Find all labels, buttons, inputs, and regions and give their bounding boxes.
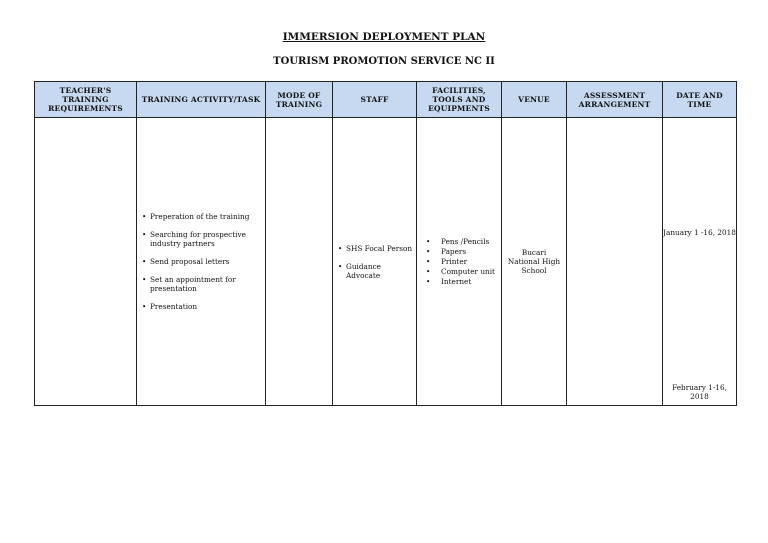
date-range-february: February 1-16, 2018 (672, 383, 727, 401)
deployment-plan-table (34, 81, 737, 406)
list-item: • Printer (441, 257, 498, 266)
list-item: • Preperation of the training (150, 212, 262, 221)
header-facilities: FACILITIES, TOOLS AND EQUIPMENTS (417, 82, 502, 118)
staff-list (336, 244, 413, 280)
header-date-time: DATE AND TIME (663, 82, 737, 118)
cell-teacher-requirements (35, 118, 137, 406)
list-item: • Set an appointment for presentation (150, 275, 262, 293)
document-subtitle: TOURISM PROMOTION SERVICE NC II (273, 56, 495, 67)
cell-assessment (567, 118, 663, 406)
header-staff: STAFF (333, 82, 417, 118)
activity-list (140, 212, 262, 311)
list-item: • Computer unit (441, 267, 498, 276)
cell-venue: Bucari National High School (502, 118, 567, 406)
list-item: • Searching for prospective industry partners (150, 230, 262, 248)
cell-mode-of-training (266, 118, 333, 406)
list-item: • Guidance Advocate (346, 262, 413, 280)
header-mode-of-training: MODE OF TRAINING (266, 82, 333, 118)
list-item: • SHS Focal Person (346, 244, 413, 253)
list-item: • Papers (441, 247, 498, 256)
cell-date-time (663, 118, 737, 406)
date-range-january: January 1 -16, 2018 (663, 228, 736, 237)
list-item: • Send proposal letters (150, 257, 262, 266)
header-venue: VENUE (502, 82, 567, 118)
cell-training-activities (137, 118, 266, 406)
cell-facilities (417, 118, 502, 406)
table-header-row (35, 82, 737, 118)
cell-staff (333, 118, 417, 406)
facilities-list (420, 237, 498, 286)
header-training-activity: TRAINING ACTIVITY/TASK (137, 82, 266, 118)
header-teacher-requirements: TEACHER'S TRAINING REQUIREMENTS (35, 82, 137, 118)
table-row (35, 118, 737, 406)
header-assessment: ASSESSMENT ARRANGEMENT (567, 82, 663, 118)
document-title: IMMERSION DEPLOYMENT PLAN (282, 31, 486, 43)
list-item: • Presentation (150, 302, 262, 311)
list-item: • Internet (441, 277, 498, 286)
list-item: • Pens /Pencils (441, 237, 498, 246)
